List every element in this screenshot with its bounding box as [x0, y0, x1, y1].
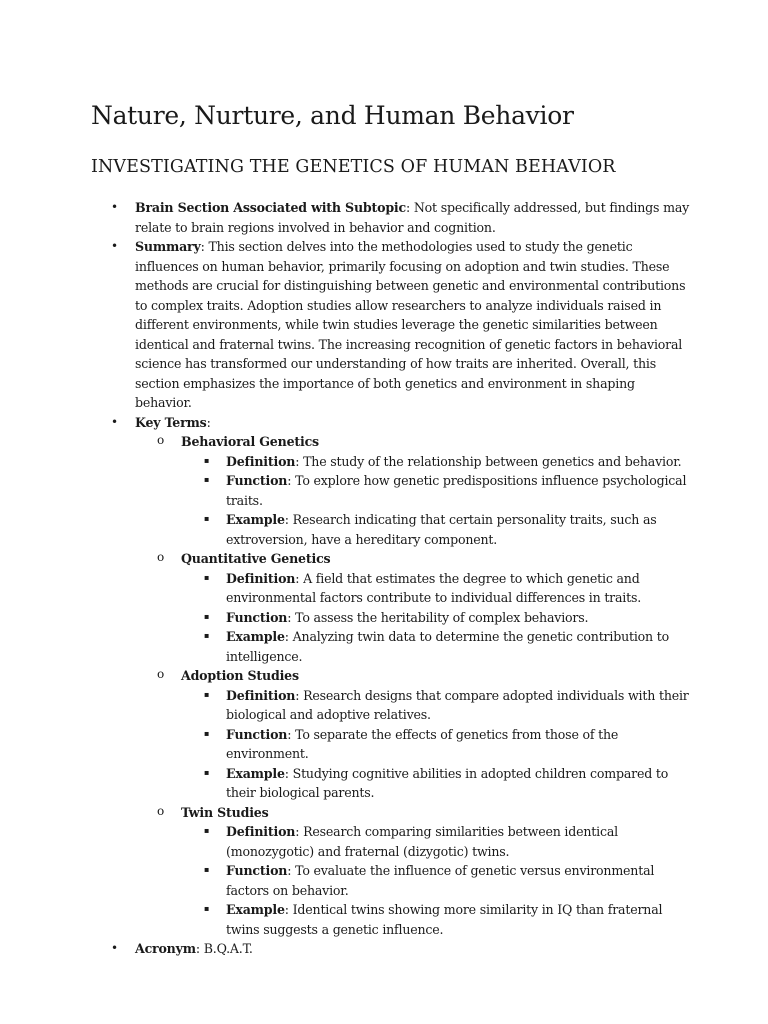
function-item	[181, 471, 691, 510]
function-item	[181, 725, 691, 764]
function-text: : To evaluate the influence of genetic versus environmental factors on behavior.	[226, 863, 655, 898]
summary-label: Summary	[135, 239, 201, 254]
term-item	[135, 549, 691, 666]
brain-section-text: : Not specifically addressed, but findings may relate to brain regions involved in behavior and cognition.	[135, 200, 690, 235]
definition-item	[181, 686, 691, 725]
definition-label: Definition	[226, 824, 296, 839]
function-text: : To assess the heritability of complex behaviors.	[287, 609, 589, 625]
disc-bullet-icon: •	[111, 239, 118, 253]
term-detail-list	[181, 822, 691, 939]
example-item	[181, 900, 691, 939]
example-label: Example	[226, 629, 285, 644]
term-detail-list	[181, 686, 691, 803]
term-item	[135, 432, 691, 549]
example-label: Example	[226, 512, 285, 527]
square-bullet-icon: ▪	[204, 611, 210, 621]
term-detail-list	[181, 452, 691, 550]
square-bullet-icon: ▪	[204, 631, 210, 640]
square-bullet-icon: ▪	[204, 514, 210, 523]
definition-label: Definition	[226, 570, 296, 586]
square-bullet-icon: ▪	[204, 904, 210, 913]
term-name: Adoption Studies	[181, 668, 299, 683]
list-item-brain-section	[91, 198, 691, 237]
document-body	[91, 198, 691, 959]
definition-item	[181, 452, 691, 472]
disc-bullet-icon: •	[111, 941, 118, 955]
function-label: Function	[226, 863, 288, 878]
example-text: : Studying cognitive abilities in adopted children compared to their biological parents.	[226, 765, 669, 800]
function-item	[181, 608, 691, 628]
example-item	[181, 764, 691, 803]
term-name: Quantitative Genetics	[181, 551, 331, 566]
example-item	[181, 627, 691, 666]
definition-label: Definition	[226, 453, 296, 469]
square-bullet-icon: ▪	[204, 826, 210, 835]
example-item	[181, 510, 691, 549]
definition-label: Definition	[226, 687, 296, 703]
square-bullet-icon: ▪	[204, 728, 210, 738]
square-bullet-icon: ▪	[204, 572, 210, 582]
function-text: : To separate the effects of genetics from those of the environment.	[226, 726, 619, 761]
key-terms-list	[135, 432, 691, 939]
acronym-text: : B.Q.A.T.	[195, 941, 253, 956]
list-item-key-terms	[91, 413, 691, 940]
definition-item	[181, 822, 691, 861]
summary-text: : This section delves into the methodologies used to study the genetic influences on human behavior, primarily focusing on adoption and twin studies. These methods are crucial for distinguishing between genetic and environmental contributions to complex traits. Adoption studies allow researchers to analyze individuals raised in different environments, while twin studies leverage the genetic similarities between identical and fraternal twins. The increasing recognition of genetic factors in behavioral science has transformed our understanding of how traits are inherited. Overall, this section emphasizes the importance of both genetics and environment in shaping behavior.	[135, 239, 686, 410]
example-label: Example	[226, 765, 285, 781]
square-bullet-icon: ▪	[204, 865, 210, 874]
example-text: : Analyzing twin data to determine the genetic contribution to intelligence.	[226, 629, 670, 664]
main-list	[91, 198, 691, 959]
function-label: Function	[226, 609, 288, 625]
section-heading: INVESTIGATING THE GENETICS OF HUMAN BEHAVIOR	[91, 157, 616, 177]
square-bullet-icon: ▪	[204, 455, 210, 465]
circle-bullet-icon: o	[157, 550, 165, 564]
key-terms-colon: :	[206, 414, 211, 430]
circle-bullet-icon: o	[157, 667, 165, 681]
definition-text: : A field that estimates the degree to which genetic and environmental factors contribute to individual differences in traits.	[226, 570, 642, 605]
term-name: Behavioral Genetics	[181, 434, 319, 449]
square-bullet-icon: ▪	[204, 475, 210, 484]
circle-bullet-icon: o	[157, 803, 165, 818]
key-terms-label: Key Terms	[135, 414, 207, 430]
square-bullet-icon: ▪	[204, 689, 210, 699]
definition-text: : The study of the relationship between genetics and behavior.	[295, 453, 682, 469]
list-item-summary	[91, 237, 691, 413]
definition-item	[181, 569, 691, 608]
function-label: Function	[226, 726, 288, 742]
acronym-label: Acronym	[135, 941, 196, 956]
term-item	[135, 803, 691, 940]
function-text: : To explore how genetic predispositions influence psychological traits.	[226, 473, 687, 508]
example-label: Example	[226, 902, 285, 917]
example-text: : Research indicating that certain personality traits, such as extroversion, have a hereditary component.	[226, 512, 657, 547]
term-detail-list	[181, 569, 691, 667]
definition-text: : Research comparing similarities between identical (monozygotic) and fraternal (dizygotic) twins.	[226, 824, 618, 859]
term-name: Twin Studies	[181, 804, 269, 820]
example-text: : Identical twins showing more similarity in IQ than fraternal twins suggests a genetic influence.	[226, 902, 663, 937]
brain-section-label: Brain Section Associated with Subtopic	[135, 200, 406, 215]
term-item	[135, 666, 691, 803]
disc-bullet-icon: •	[111, 200, 118, 214]
page-title: Nature, Nurture, and Human Behavior	[91, 101, 574, 130]
circle-bullet-icon: o	[157, 433, 165, 447]
function-label: Function	[226, 473, 288, 488]
definition-text: : Research designs that compare adopted individuals with their biological and adoptive relatives.	[226, 687, 689, 722]
square-bullet-icon: ▪	[204, 767, 210, 777]
disc-bullet-icon: •	[111, 414, 118, 429]
list-item-acronym	[91, 939, 691, 959]
function-item	[181, 861, 691, 900]
